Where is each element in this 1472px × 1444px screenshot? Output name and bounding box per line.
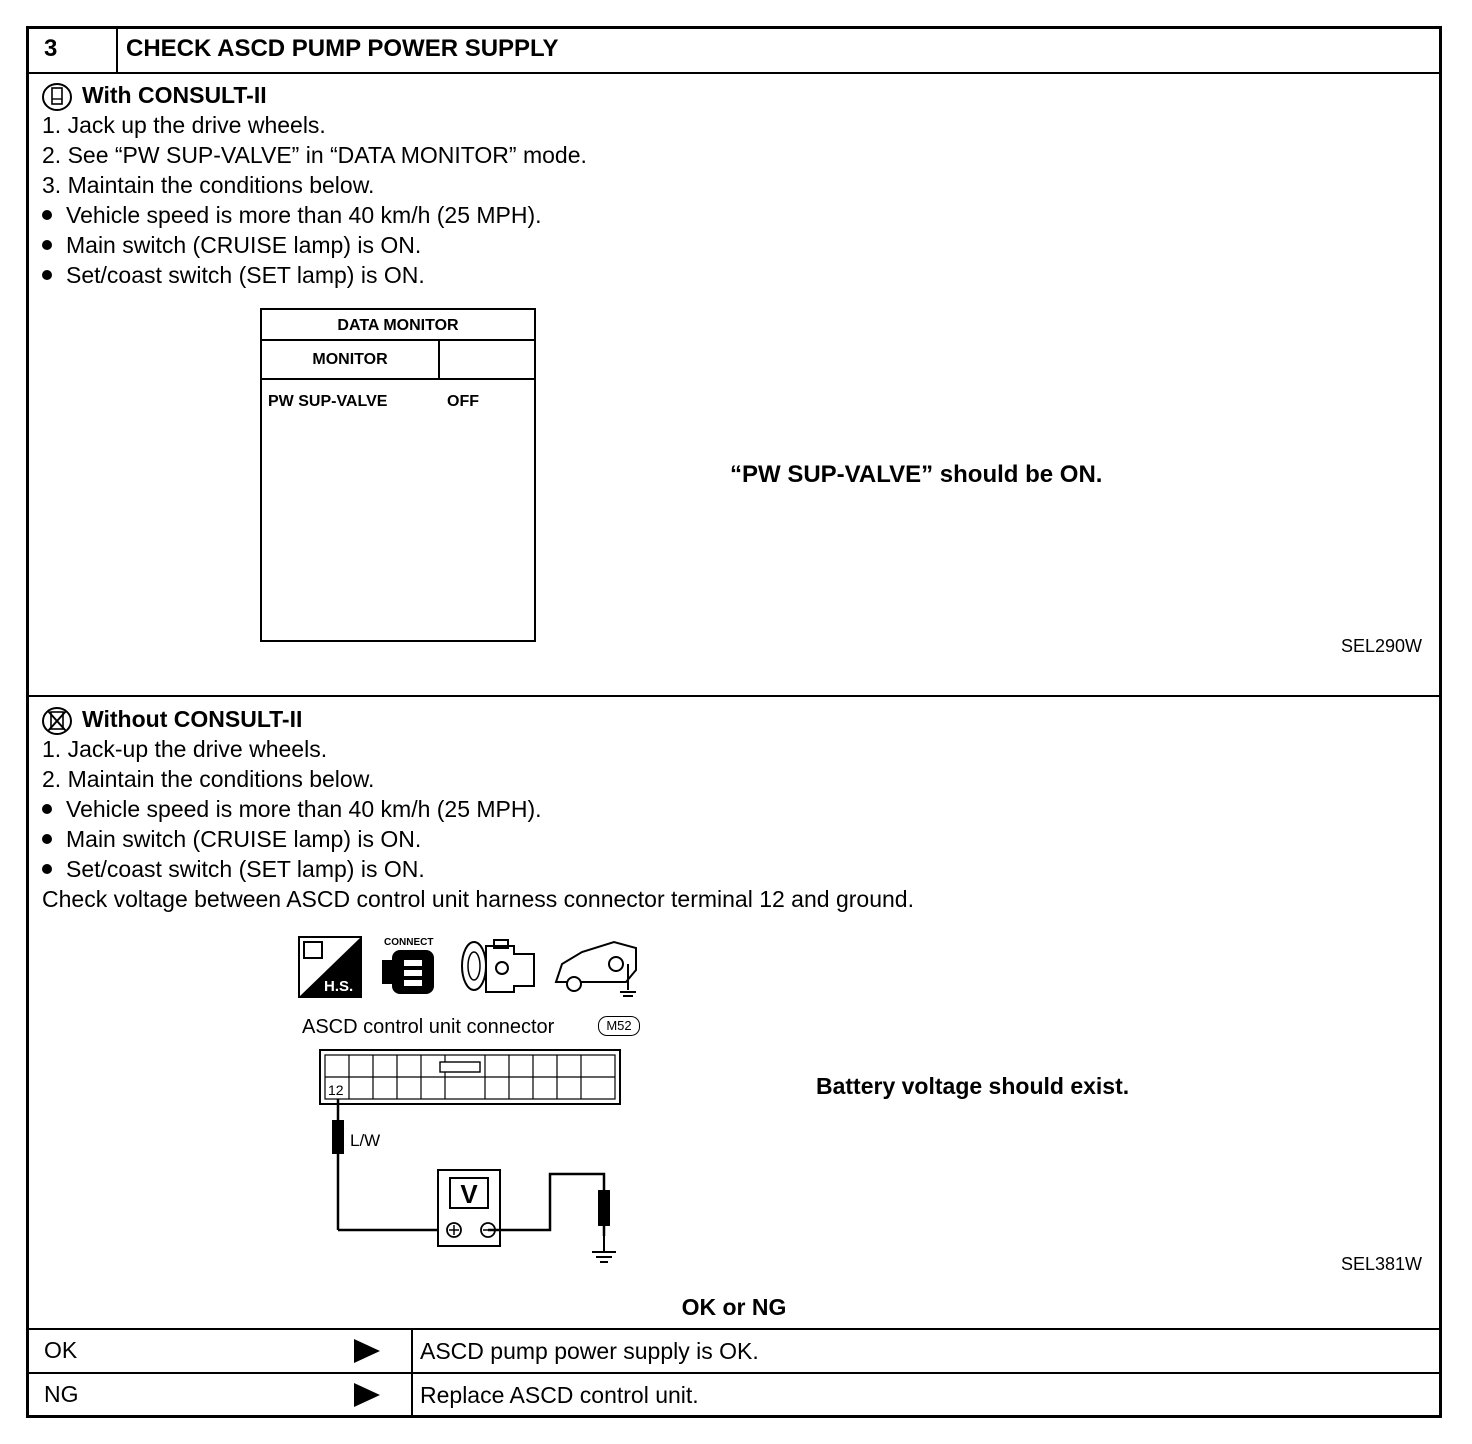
with-consult-step-1: 1. Jack up the drive wheels.	[42, 112, 326, 138]
result-ok-label: OK	[44, 1337, 78, 1363]
figure-code-2: SEL381W	[1340, 1254, 1422, 1274]
vehicle-ground-icon	[552, 936, 644, 1000]
figure-code-1: SEL290W	[1340, 636, 1422, 656]
without-consult-step-2: 2. Maintain the conditions below.	[42, 766, 375, 792]
result-col-divider	[411, 1329, 413, 1417]
ok-or-ng-title: OK or NG	[681, 1294, 787, 1320]
result-rule-2	[27, 1372, 1441, 1374]
monitor-title: DATA MONITOR	[337, 317, 459, 334]
without-consult-condition-1: Vehicle speed is more than 40 km/h (25 MPH).	[42, 794, 542, 824]
with-consult-step-2: 2. See “PW SUP-VALVE” in “DATA MONITOR” mode.	[42, 142, 587, 168]
hs-label: H.S.	[324, 978, 354, 995]
monitor-rule-2	[262, 378, 534, 380]
wire-color-label: L/W	[350, 1131, 381, 1150]
connect-icon	[378, 934, 444, 1000]
without-consult-instruction: Check voltage between ASCD control unit harness connector terminal 12 and ground.	[42, 886, 914, 912]
with-consult-result: “PW SUP-VALVE” should be ON.	[730, 461, 1103, 488]
no-consult-icon	[40, 706, 74, 736]
result-rule-1	[27, 1328, 1441, 1330]
without-consult-condition-2: Main switch (CRUISE lamp) is ON.	[42, 824, 421, 854]
without-consult-result: Battery voltage should exist.	[816, 1073, 1130, 1099]
connector-label: ASCD control unit connector	[302, 1016, 555, 1038]
step-number: 3	[44, 35, 58, 62]
result-ng-label: NG	[44, 1381, 79, 1407]
with-consult-condition-1: Vehicle speed is more than 40 km/h (25 MPH).	[42, 200, 542, 230]
section-rule	[27, 695, 1441, 697]
control-unit-icon	[458, 934, 542, 998]
header-rule	[27, 72, 1441, 74]
with-consult-title: With CONSULT-II	[82, 82, 267, 108]
with-consult-step-3: 3. Maintain the conditions below.	[42, 172, 375, 198]
monitor-item: PW SUP-VALVE	[268, 393, 388, 410]
arrow-right-icon	[354, 1383, 380, 1407]
data-monitor-screen	[260, 308, 536, 642]
connector-code-badge: M52	[598, 1016, 640, 1036]
step-title: CHECK ASCD PUMP POWER SUPPLY	[126, 35, 559, 62]
result-ng-action: Replace ASCD control unit.	[420, 1382, 699, 1408]
voltmeter-symbol: V	[460, 1179, 478, 1209]
connect-label: CONNECT	[384, 937, 434, 948]
arrow-right-icon	[354, 1339, 380, 1363]
monitor-value: OFF	[447, 393, 479, 410]
result-ok-action: ASCD pump power supply is OK.	[420, 1338, 759, 1364]
monitor-rule-1	[262, 339, 534, 341]
without-consult-condition-3: Set/coast switch (SET lamp) is ON.	[42, 854, 425, 884]
with-consult-condition-3: Set/coast switch (SET lamp) is ON.	[42, 260, 425, 290]
without-consult-step-1: 1. Jack-up the drive wheels.	[42, 736, 328, 762]
with-consult-condition-2: Main switch (CRUISE lamp) is ON.	[42, 230, 421, 260]
header-divider	[116, 27, 118, 73]
monitor-col-divider	[438, 340, 440, 378]
consult-icon	[40, 82, 74, 112]
harness-side-icon	[298, 936, 362, 998]
without-consult-title: Without CONSULT-II	[82, 706, 303, 732]
measurement-diagram	[316, 1046, 626, 1276]
monitor-column-header: MONITOR	[312, 351, 388, 368]
terminal-12-label: 12	[328, 1082, 344, 1098]
